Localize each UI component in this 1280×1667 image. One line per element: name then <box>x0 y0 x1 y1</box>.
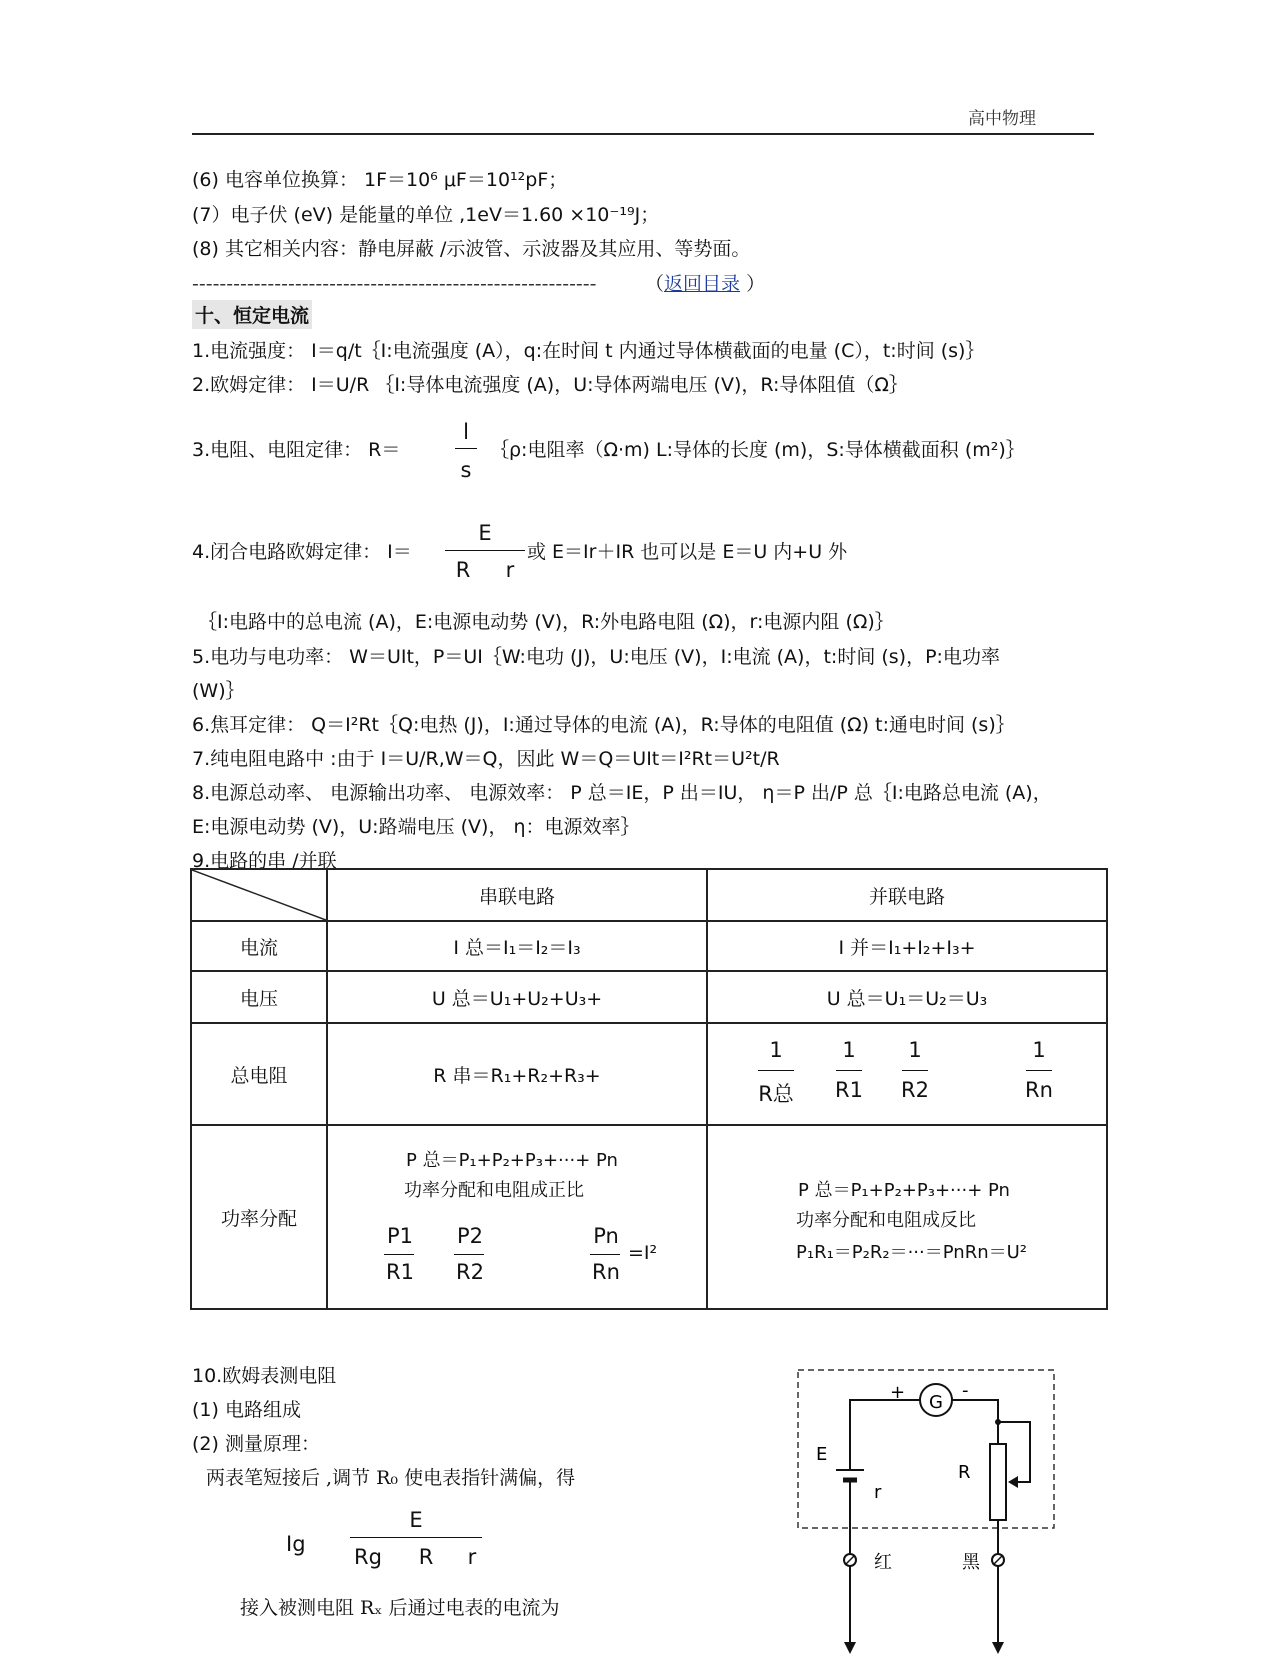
resistance-frac-den: s <box>460 458 472 482</box>
closed-circuit-frac-den-r: r <box>505 558 515 582</box>
item-source-power-b: E:电源电动势 (V)，U:路端电压 (V)， η：电源效率｝ <box>192 816 640 838</box>
parallel-power-distribution <box>707 1125 1107 1309</box>
ptr-frac1-num: 1 <box>769 1038 783 1062</box>
ohmmeter-frac-den-rg: Rg <box>354 1545 382 1569</box>
row-label-current: 电流 <box>191 921 327 971</box>
spd-frac2-den: R2 <box>456 1260 484 1284</box>
ptr-frac2-den: R1 <box>835 1078 863 1102</box>
item-resistance-suffix: ｛ρ:电阻率（Ω·m) L:导体的长度 (m)，S:导体横截面积 (m²)｝ <box>490 439 1025 461</box>
dash-separator: ----------------------------------------------------------- <box>192 273 597 295</box>
ohmmeter-circuit-diagram <box>790 1360 1070 1660</box>
parallel-current: I 并＝I₁+I₂+I₃+ <box>707 921 1107 971</box>
spd-frac2-bar <box>454 1254 484 1255</box>
galv-minus: - <box>962 1380 969 1401</box>
diagonal-line <box>192 870 326 922</box>
header-title: 高中物理 <box>968 109 1036 129</box>
red-probe-label: 红 <box>874 1552 892 1573</box>
parallel-power-eq: P₁R₁＝P₂R₂＝···＝PnRn＝U² <box>796 1242 1028 1263</box>
wire-left-top <box>850 1400 920 1470</box>
ohmmeter-ig: Ig <box>286 1532 306 1556</box>
ptr-frac2-bar <box>836 1070 862 1071</box>
parallel-power-sum: P 总＝P₁+P₂+P₃+···+ Pn <box>798 1180 1010 1201</box>
galv-plus: + <box>890 1382 906 1403</box>
wire-right <box>952 1400 998 1650</box>
series-power-note: 功率分配和电阻成正比 <box>404 1180 584 1201</box>
series-power-distribution <box>327 1125 707 1309</box>
ohmmeter-frac-den-R: R <box>418 1545 434 1569</box>
ohmmeter-zeroing: 两表笔短接后 ,调节 R₀ 使电表指针满偏，得 <box>206 1467 576 1489</box>
rheostat-label: R <box>958 1462 971 1483</box>
series-current: I 总＝I₁＝I₂＝I₃ <box>327 921 707 971</box>
spd-frac3-num: Pn <box>593 1224 619 1248</box>
parallel-power-note: 功率分配和电阻成反比 <box>796 1210 976 1231</box>
back-link-wrap: （返回目录 ） <box>645 273 766 295</box>
item-ohms-law: 2.欧姆定律： I＝U/R ｛I:导体电流强度 (A)，U:导体两端电压 (V)，R:导体阻值（Ω｝ <box>192 374 908 396</box>
galvanometer-label: G <box>929 1392 943 1413</box>
header-rule <box>192 133 1094 135</box>
rheostat-arrow-icon <box>1008 1476 1018 1488</box>
series-total-resistance: R 串＝R₁+R₂+R₃+ <box>327 1023 707 1125</box>
parallel-total-resistance <box>707 1023 1107 1125</box>
item-closed-circuit-note: ｛I:电路中的总电流 (A)，E:电源电动势 (V)，R:外电路电阻 (Ω)，r:电源内阻 (Ω)｝ <box>198 611 894 633</box>
series-voltage: U 总＝U₁+U₂+U₃+ <box>327 971 707 1023</box>
ptr-frac3-bar <box>902 1070 928 1071</box>
row-label-total-resistance: 总电阻 <box>191 1023 327 1125</box>
black-lead-arrow-icon <box>992 1642 1004 1654</box>
series-parallel-table <box>190 868 1108 1310</box>
rheostat-icon <box>990 1444 1006 1520</box>
item-resistance-prefix: 3.电阻、电阻定律： R＝ <box>192 439 401 461</box>
spd-frac1-num: P1 <box>386 1224 414 1248</box>
spd-frac3-bar <box>590 1254 620 1255</box>
black-probe-label: 黑 <box>962 1552 980 1573</box>
item-electric-power-b: (W)｝ <box>192 680 245 702</box>
ohmmeter-title: 10.欧姆表测电阻 <box>192 1365 337 1387</box>
header-series: 串联电路 <box>327 869 707 921</box>
item-closed-circuit-prefix: 4.闭合电路欧姆定律： I＝ <box>192 541 412 563</box>
emf-label: E <box>816 1444 828 1465</box>
line-capacitance-units: (6) 电容单位换算： 1F＝10⁶ μF＝10¹²pF； <box>192 169 568 191</box>
row-label-power-distribution: 功率分配 <box>191 1125 327 1309</box>
table-corner-cell <box>191 869 327 921</box>
item-pure-resistive: 7.纯电阻电路中 :由于 I＝U/R,W＝Q，因此 W＝Q＝UIt＝I²Rt＝U²t/R <box>192 748 780 770</box>
item-source-power-a: 8.电源总动率、 电源输出功率、 电源效率： P 总＝IE，P 出＝IU， η＝P 出/P 总｛I:电路总电流 (A)， <box>192 782 1052 804</box>
item-joule-law: 6.焦耳定律： Q＝I²Rt｛Q:电热 (J)，I:通过导体的电流 (A)，R:导体的电阻值 (Ω) t:通电时间 (s)｝ <box>192 714 1015 736</box>
ohmmeter-measure-current: 接入被测电阻 Rₓ 后通过电表的电流为 <box>240 1597 560 1619</box>
ohmmeter-frac-den-r: r <box>467 1545 477 1569</box>
closed-circuit-frac-den-R: R <box>455 558 471 582</box>
series-power-sum: P 总＝P₁+P₂+P₃+···+ Pn <box>406 1150 618 1171</box>
ptr-frac4-bar <box>1026 1070 1052 1071</box>
resistance-frac-bar <box>455 448 477 449</box>
row-label-voltage: 电压 <box>191 971 327 1023</box>
ptr-frac1-den: R总 <box>758 1082 794 1106</box>
ohmmeter-frac-bar <box>350 1537 482 1538</box>
ptr-frac3-num: 1 <box>908 1038 922 1062</box>
junction-dot <box>995 1419 1001 1425</box>
ohmmeter-composition: (1) 电路组成 <box>192 1399 301 1421</box>
ohmmeter-frac-num: E <box>409 1508 423 1532</box>
spd-frac2-num: P2 <box>456 1224 484 1248</box>
resistance-frac-num: l <box>463 420 469 444</box>
ptr-frac4-num: 1 <box>1032 1038 1046 1062</box>
section-title: 十、恒定电流 <box>192 300 312 329</box>
closed-circuit-frac-num: E <box>478 521 492 545</box>
ptr-frac2-num: 1 <box>842 1038 856 1062</box>
back-to-toc-link[interactable]: 返回目录 <box>664 273 741 295</box>
line-electron-volt: (7）电子伏 (eV) 是能量的单位 ,1eV＝1.60 ×10⁻¹⁹J； <box>192 204 660 226</box>
header-parallel: 并联电路 <box>707 869 1107 921</box>
ptr-frac4-den: Rn <box>1025 1078 1053 1102</box>
spd-frac1-bar <box>384 1254 414 1255</box>
red-lead-arrow-icon <box>844 1642 856 1654</box>
parallel-voltage: U 总＝U₁＝U₂＝U₃ <box>707 971 1107 1023</box>
item-series-parallel: 9.电路的串 /并联 <box>192 850 337 872</box>
line-other-topics: (8) 其它相关内容：静电屏蔽 /示波管、示波器及其应用、等势面。 <box>192 238 751 260</box>
series-power-eq: =I² <box>628 1242 658 1264</box>
item-current: 1.电流强度： I＝q/t｛I:电流强度 (A），q:在时间 t 内通过导体横截面的电量 (C），t:时间 (s)｝ <box>192 340 985 362</box>
ptr-frac3-den: R2 <box>901 1078 929 1102</box>
ptr-frac1-bar <box>758 1070 794 1071</box>
spd-frac3-den: Rn <box>592 1260 620 1284</box>
spd-frac1-den: R1 <box>386 1260 414 1284</box>
item-electric-power-a: 5.电功与电功率： W＝UIt，P＝UI｛W:电功 (J)，U:电压 (V)，I:电流 (A)，t:时间 (s)，P:电功率 <box>192 646 1000 668</box>
item-closed-circuit-suffix: 或 E＝Ir＋IR 也可以是 E＝U 内+U 外 <box>527 541 848 563</box>
closed-circuit-frac-bar <box>445 550 525 551</box>
internal-r-label: r <box>874 1482 882 1503</box>
ohmmeter-principle: (2) 测量原理： <box>192 1433 320 1455</box>
